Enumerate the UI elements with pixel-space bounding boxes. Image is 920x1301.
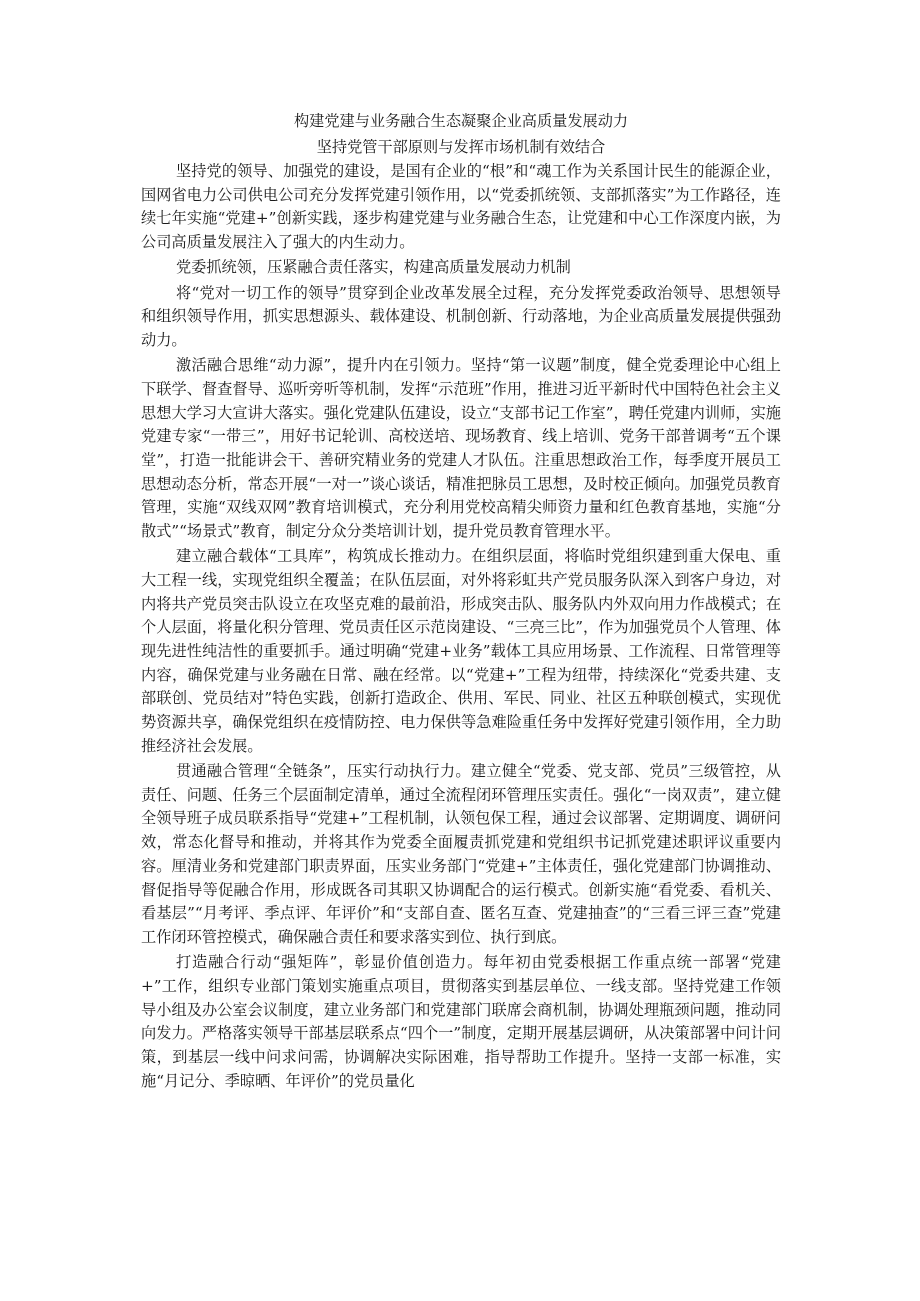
paragraph-overview: 将“党对一切工作的领导”贯穿到企业改革发展全过程，充分发挥党委政治领导、思想领导和组织领导作用，抓实思想源头、载体建设、机制创新、行动落地，为企业高质量发展提供强劲动力。 — [141, 283, 781, 349]
paragraph-carrier: 建立融合载体“工具库”，构筑成长推动力。在组织层面，将临时党组织建到重大保电、重大工程一线，实现党组织全覆盖；在队伍层面，对外将彩虹共产党员服务队深入到客户身边，对内将共产党员突击队设立在攻坚克难的最前沿，形成突击队、服务队内外双向用力作战模式；在个人层面，将量化积分管理、党员责任区示范岗建设、“三亮三比”，作为加强党员个人管理、体现先进性纯洁性的重要抓手。通过明确“党建+业务”载体工具应用场景、工作流程、日常管理等内容，确保党建与业务融在日常、融在经常。以“党建+”工程为纽带，持续深化“党委共建、支部联创、党员结对”特色实践，创新打造政企、供用、军民、同业、社区五种联创模式，实现优势资源共享，确保党组织在疫情防控、电力保供等急难险重任务中发挥好党建引领作用，全力助推经济社会发展。 — [141, 547, 781, 755]
paragraph-management: 贯通融合管理“全链条”，压实行动执行力。建立健全“党委、党支部、党员”三级管控，从责任、问题、任务三个层面制定清单，通过全流程闭环管理压实责任。强化“一岗双责”，建立健全领导班子成员联系指导“党建+”工程机制，认领包保工程，通过会议部署、定期调度、调研问效，常态化督导和推动，并将其作为党委全面履责抓党建和党组织书记抓党建述职评议重要内容。厘清业务和党建部门职责界面，压实业务部门“党建+”主体责任，强化党建部门协调推动、督促指导等促融合作用，形成既各司其职又协调配合的运行模式。创新实施“看党委、看机关、看基层”“月考评、季点评、年评价”和“支部自查、匿名互查、党建抽查”的“三看三评三查”党建工作闭环管控模式，确保融合责任和要求落实到位、执行到底。 — [141, 762, 781, 946]
document-page — [141, 108, 781, 1095]
paragraph-thinking: 激活融合思维“动力源”，提升内在引领力。坚持“第一议题”制度，健全党委理论中心组上下联学、督查督导、巡听旁听等机制，发挥“示范班”作用，推进习近平新时代中国特色社会主义思想大学习大宣讲大落实。强化党建队伍建设，设立“支部书记工作室”，聘任党建内训师，实施党建专家“一带三”，用好书记轮训、高校送培、现场教育、线上培训、党务干部普调考“五个课堂”，打造一批能讲会干、善研究精业务的党建人才队伍。注重思想政治工作，每季度开展员工思想动态分析，常态开展“一对一”谈心谈话，精准把脉员工思想，及时校正倾向。加强党员教育管理，实施“双线双网”教育培训模式，充分利用党校高精尖师资力量和红色教育基地，实施“分散式”“场景式”教育，制定分众分类培训计划，提升党员教育管理水平。 — [141, 356, 781, 541]
document-subtitle: 坚持党管干部原则与发挥市场机制有效结合 — [316, 138, 606, 156]
document-title: 构建党建与业务融合生态凝聚企业高质量发展动力 — [293, 112, 629, 130]
section-heading: 党委抓统领，压紧融合责任落实，构建高质量发展动力机制 — [175, 258, 571, 277]
paragraph-intro: 坚持党的领导、加强党的建设，是国有企业的“根”和“魂工作为关系国计民生的能源企业，国网省电力公司供电公司充分发挥党建引领作用，以“党委抓统领、支部抓落实”为工作路径，连续七年实施“党建+”创新实践，逐步构建党建与业务融合生态，让党建和中心工作深度内嵌，为公司高质量发展注入了强大的内生动力。 — [141, 162, 781, 252]
paragraph-action: 打造融合行动“强矩阵”，彰显价值创造力。每年初由党委根据工作重点统一部署“党建+”工作，组织专业部门策划实施重点项目，贯彻落实到基层单位、一线支部。坚持党建工作领导小组及办公室会议制度，建立业务部门和党建部门联席会商机制，协调处理瓶颈问题，推动同向发力。严格落实领导干部基层联系点“四个一”制度，定期开展基层调研，从决策部署中问计问策，到基层一线中问求问需，协调解决实际困难，指导帮助工作提升。坚持一支部一标准，实施“月记分、季晾晒、年评价”的党员量化 — [141, 953, 781, 1090]
